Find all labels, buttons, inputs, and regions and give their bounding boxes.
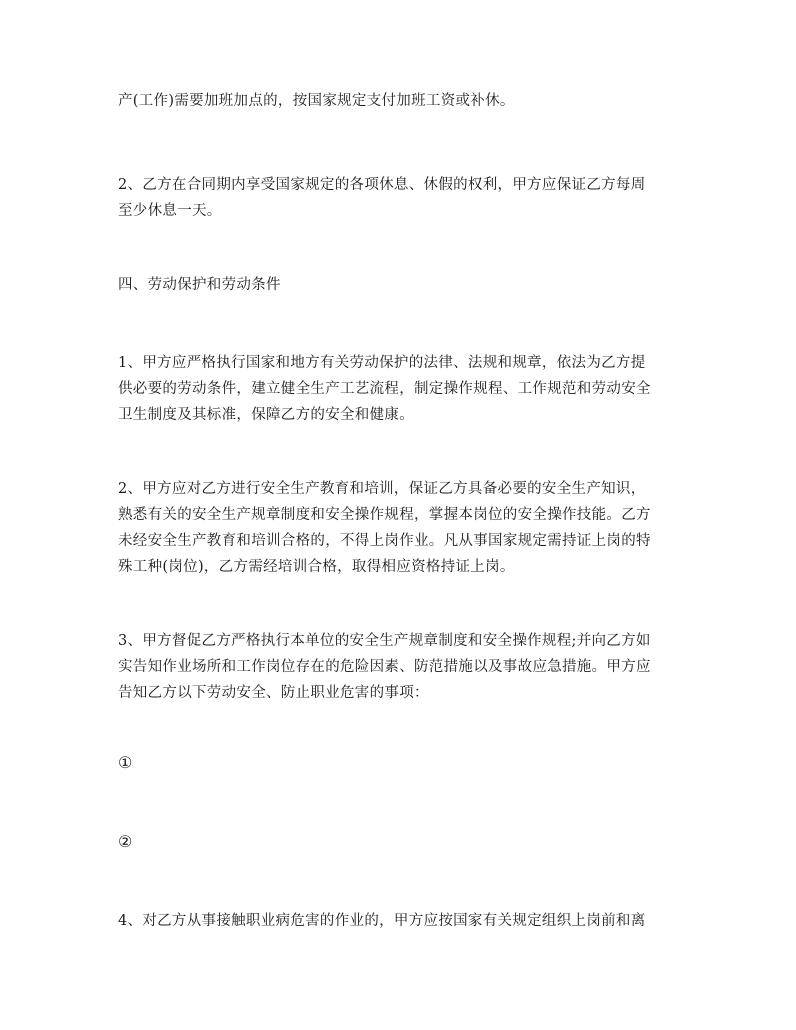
- paragraph-rest-rights: [118, 172, 684, 224]
- text-line: 3、甲方督促乙方严格执行本单位的安全生产规章制度和安全操作规程;并向乙方如: [118, 633, 651, 649]
- text-line: 告知乙方以下劳动安全、防止职业危害的事项：: [118, 685, 429, 701]
- text-line: 2、乙方在合同期内享受国家规定的各项休息、休假的权利，甲方应保证乙方每周: [118, 177, 646, 193]
- text-line: 卫生制度及其标准，保障乙方的安全和健康。: [118, 407, 414, 423]
- text-line: 实告知作业场所和工作岗位存在的危险因素、防范措施以及事故应急措施。甲方应: [118, 659, 651, 675]
- text-line: 产(工作)需要加班加点的，按国家规定支付加班工资或补休。: [118, 93, 515, 109]
- circled-number-one: ①: [118, 753, 133, 772]
- text-line: 供必要的劳动条件，建立健全生产工艺流程，制定操作规程、工作规范和劳动安全: [118, 381, 651, 397]
- paragraph-overtime: [118, 88, 684, 114]
- text-line: 1、甲方应严格执行国家和地方有关劳动保护的法律、法规和规章，依法为乙方提: [118, 355, 646, 371]
- text-line: 2、甲方应对乙方进行安全生产教育和培训，保证乙方具备必要的安全生产知识，: [118, 481, 646, 497]
- text-line: 殊工种(岗位)，乙方需经培训合格，取得相应资格持证上岗。: [118, 559, 515, 575]
- list-item-1: [118, 750, 684, 776]
- text-line: 至少休息一天。: [118, 203, 222, 219]
- text-line: 未经安全生产教育和培训合格的，不得上岗作业。凡从事国家规定需持证上岗的特: [118, 533, 651, 549]
- text-line: 4、对乙方从事接触职业病危害的作业的，甲方应按国家有关规定组织上岗前和离: [118, 913, 646, 929]
- text-line: 熟悉有关的安全生产规章制度和安全操作规程，掌握本岗位的安全操作技能。乙方: [118, 507, 651, 523]
- paragraph-clause-2: [118, 476, 684, 580]
- paragraph-clause-4: [118, 908, 684, 934]
- paragraph-clause-3: [118, 628, 684, 706]
- paragraph-clause-1: [118, 350, 684, 428]
- circled-number-two: ②: [118, 832, 133, 851]
- list-item-2: [118, 829, 684, 855]
- heading-line: 四、劳动保护和劳动条件: [118, 277, 281, 293]
- section-heading-labor-protection: [118, 272, 684, 298]
